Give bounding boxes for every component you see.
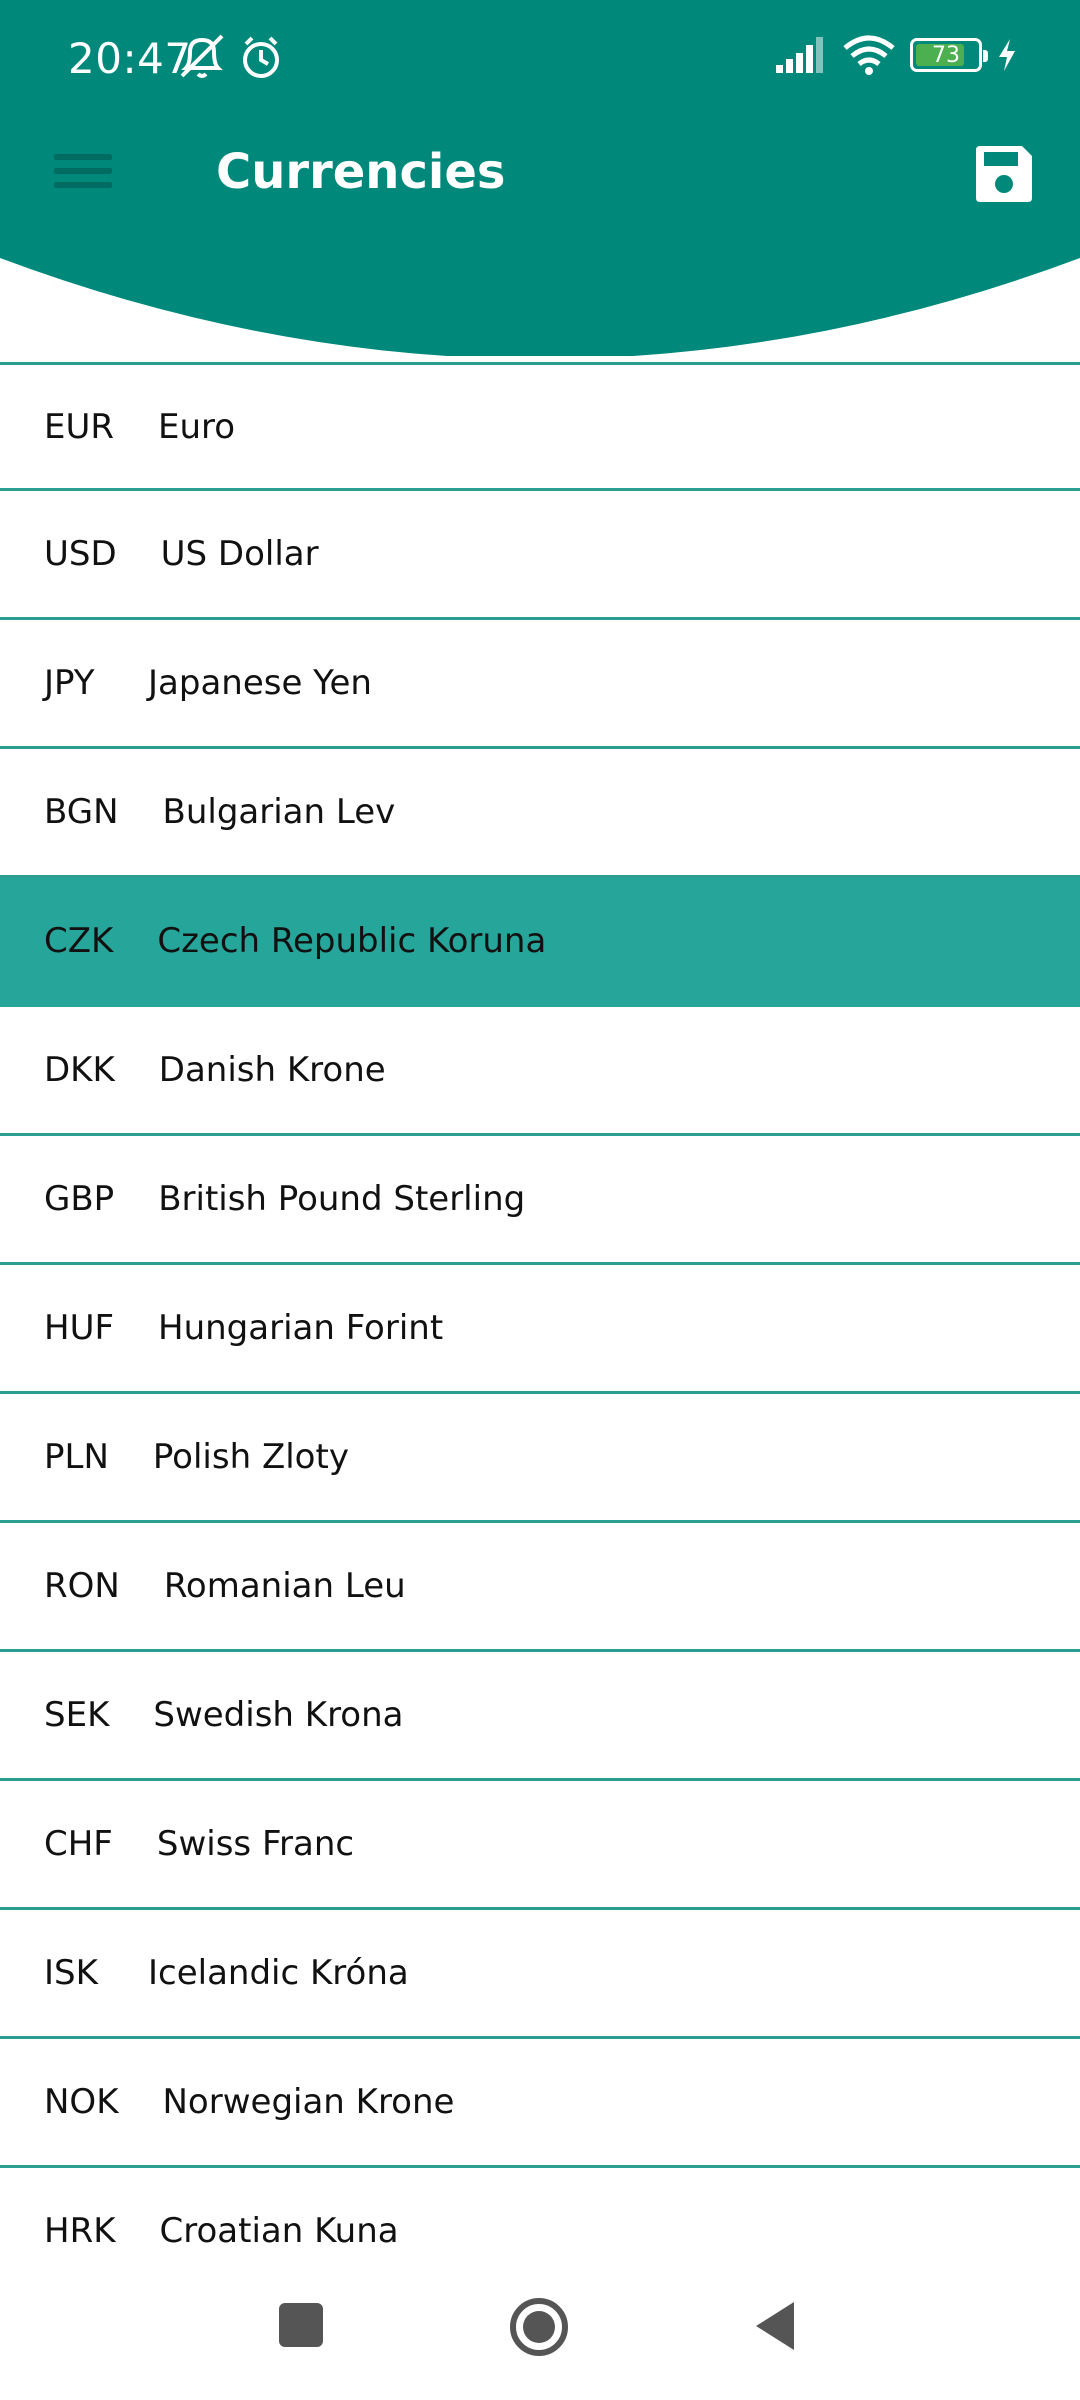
currency-code: JPY — [44, 663, 95, 703]
currency-row-huf[interactable] — [0, 1265, 1080, 1394]
currency-code: SEK — [44, 1695, 110, 1735]
currency-name: Polish Zloty — [152, 1437, 349, 1477]
currency-name: US Dollar — [160, 534, 319, 574]
currency-row-nok[interactable] — [0, 2039, 1080, 2168]
currency-name: Czech Republic Koruna — [157, 921, 547, 961]
currency-code: DKK — [44, 1050, 115, 1090]
currency-name: Icelandic Króna — [148, 1953, 409, 1993]
charging-icon — [996, 37, 1018, 73]
currency-row-dkk[interactable] — [0, 1007, 1080, 1136]
mute-alarm-icons — [178, 30, 288, 86]
currency-row-ron[interactable] — [0, 1523, 1080, 1652]
currency-code: RON — [44, 1566, 120, 1606]
currency-code: PLN — [44, 1437, 109, 1477]
currency-row-eur[interactable] — [0, 362, 1080, 491]
menu-icon[interactable] — [50, 146, 116, 206]
currency-code: BGN — [44, 792, 119, 832]
currency-code: CZK — [44, 921, 114, 961]
page-title: Currencies — [216, 144, 506, 200]
app-header — [0, 0, 1080, 356]
currency-name: Croatian Kuna — [159, 2211, 399, 2251]
currency-code: EUR — [44, 406, 114, 447]
currency-code: ISK — [44, 1953, 98, 1993]
currency-code: GBP — [44, 1179, 115, 1219]
home-button[interactable] — [508, 2296, 570, 2358]
back-button[interactable] — [752, 2298, 798, 2354]
wifi-icon — [842, 34, 896, 76]
status-time: 20:47 — [68, 34, 192, 83]
currency-row-bgn[interactable] — [0, 749, 1080, 878]
currency-code: HRK — [44, 2211, 116, 2251]
currency-row-isk[interactable] — [0, 1910, 1080, 2039]
currency-name: Romanian Leu — [163, 1566, 406, 1606]
currency-name: Bulgarian Lev — [162, 792, 396, 832]
currency-row-gbp[interactable] — [0, 1136, 1080, 1265]
battery-icon — [910, 38, 982, 72]
currency-code: CHF — [44, 1824, 113, 1864]
status-icons-left — [178, 30, 288, 90]
signal-icon — [774, 35, 828, 75]
currency-row-czk[interactable] — [0, 878, 1080, 1007]
currency-name: Danish Krone — [158, 1050, 386, 1090]
navigation-bar — [0, 2270, 1080, 2400]
currency-row-jpy[interactable] — [0, 620, 1080, 749]
currency-name: Japanese Yen — [148, 663, 372, 703]
currency-list — [0, 362, 1080, 2297]
currency-name: Hungarian Forint — [158, 1308, 444, 1348]
save-icon[interactable] — [972, 142, 1036, 206]
currency-code: NOK — [44, 2082, 119, 2122]
currency-row-usd[interactable] — [0, 491, 1080, 620]
currency-code: USD — [44, 534, 117, 574]
status-bar — [0, 0, 1080, 118]
mute-icon — [182, 36, 222, 76]
currency-row-chf[interactable] — [0, 1781, 1080, 1910]
currency-name: Swedish Krona — [153, 1695, 404, 1735]
currency-name: Norwegian Krone — [162, 2082, 455, 2122]
currency-name: Swiss Franc — [156, 1824, 355, 1864]
app-bar — [0, 118, 1080, 238]
recents-button[interactable] — [276, 2300, 326, 2350]
currency-name: British Pound Sterling — [158, 1179, 526, 1219]
currency-name: Euro — [158, 406, 236, 447]
status-icons-right — [774, 34, 1018, 76]
alarm-icon — [245, 38, 277, 76]
battery-level-text: 73 — [932, 42, 960, 68]
currency-row-pln[interactable] — [0, 1394, 1080, 1523]
currency-row-sek[interactable] — [0, 1652, 1080, 1781]
currency-code: HUF — [44, 1308, 115, 1348]
